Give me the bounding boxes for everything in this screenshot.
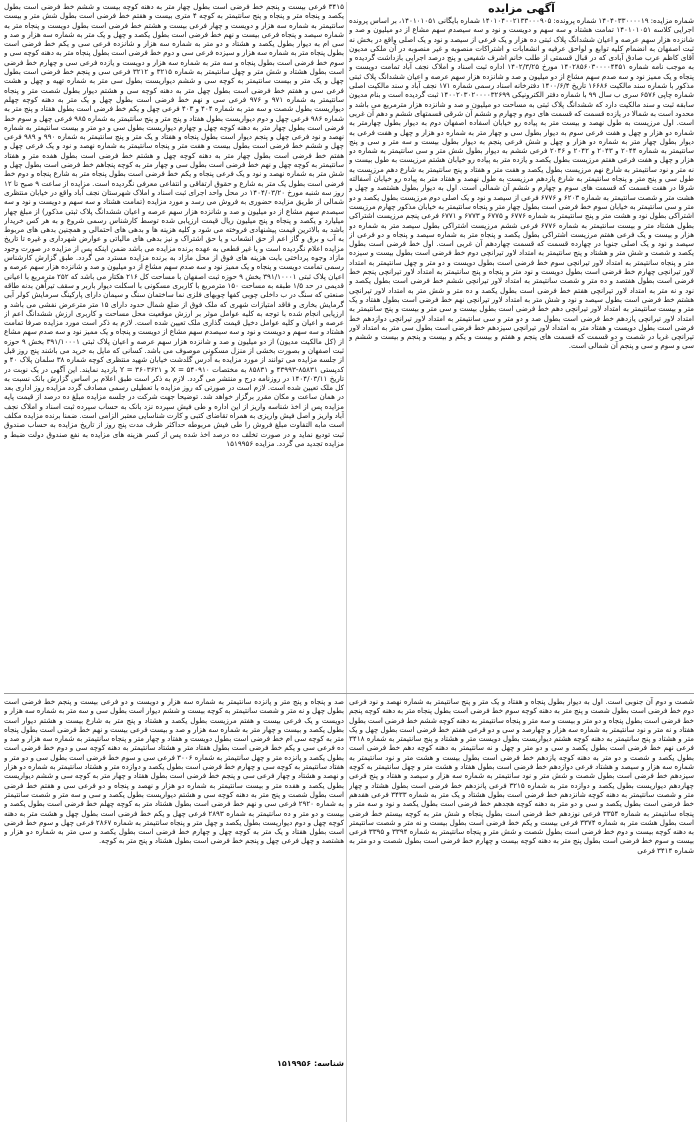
- column-divider-vertical: [346, 2, 347, 1122]
- notice-title: آگهی مزایده: [488, 2, 555, 15]
- notice-column-right-top: [349, 16, 694, 691]
- notice-column-left-bottom: [4, 697, 344, 1057]
- notice-paragraph: شماره مزایده: ۱۴۰۴۰۳۳۰۰۰۰۱۹ شماره پرونده: ۱۴۰۱۰۴۰۰۲۱۳۳۰۰۰۹۰۵ شماره بایگانی ۱۴۰۱۰۱۰۵۱، بر اساس پرونده اجرایی کلاسه ۱۴۰۱۰۱۰۵۱ تمامت هشتاد و سه سهم و دویست و نود و سه سیصدم سهم مشاع از دو میلیون و صد و شانزده هزار سهم عرصه و اعیان ششدانگ پلاک ثبتی ده هزار و یک فرعی از سیصد و نود و یک اصلی واقع در بخش نه ثبت اصفهان به انضمام کلیه توابع و لواحق عرفیه و انشعابات و اشتراکات منصوبه و غیر منصوبه در آن ملکی مدیون آقای کاظم عرب صادق آبادی که در قبال قسمتی از طلب خانم اشرف شفیعی و پنج درصد اجرایی بازداشت گردیده و به موجب نامه شماره ۱۴۰۲۸۵۶۰۳۰۰۰۰۴۴۵۱ مورخ ۱۴۰۲/۳/۲۵ اداره ثبت اسناد و املاک نجف آباد تمامت دویست و پنجاه و یک ممیز نود و سه صدم سهم مشاع از دو میلیون و صد و شانزده هزار سهم عرصه و اعیان ششدانگ پلاک ثبتی مذکور با شماره سند مالکیت ۱۶۶۸۶ تاریخ ۱۴۰۰/۶/۴ دفترخانه اسناد رسمی شماره ۱۷۱ نجف آباد و سند مالکیت اصلی شماره چاپی ۶۵۷۶ سری ب سال ۹۹ با شماره دفتر الکترونیکی ۱۴۰۰۲۰۳۰۲۰۰۰۰۳۲۶۹۹ ثبت گردیده است و بنام مدیون سابقه ثبت و سند مالکیت دارد که ششدانگ پلاک ثبتی به مساحت دو میلیون و صد و شانزده هزار مترمربع می باشد و محدود است به شمالا در یازده قسمت که قسمت های دوم و چهارم و ششم آن شرقی قسمتهای ششم و دهم آن غربی است. اول مرزیست به طول نهصد و بیست متر به پیاده رو خیابان اسفاده اصفهان دوم به دیوار بطول چهارمتر به شماره دو هزار و چهل و هفت فرعی سوم به دیوار بطول سی و چهار متر به شماره دو هزار و چهل و هفت فرعی به دیوار بطول چهار متر به شماره دو هزار و چهل و شش فرعی پنجم به دیوار بطول بیست و سه متر و سی و پنج سانتیمتر به شماره ۲۰۴۴ و ۲۰۴۳ و ۲۰۴۲ و ۲۰۴۶ فرعی ششم به دیوار بطول شش متر و سی سانتیمتر به شماره دو هزار و چهل و هفت فرعی هفتم مرزیست بطول یکصد و یازده متر به پیاده رو خیابان هشتم مرزیست به طول بیست و نه متر و نود سانتیمتر به شارع نهم مرزیست بطول یکصد و هفت متر و هفتاد و پنج سانتیمتر به شارع دهم مرزیست به طول سی و پنج متر و پنجاه سانتیمتر به شارع یازدهم مرزیست به طول نهصد و هفتاد متر به پیاده رو خیابان آسفالته شرقا در هفت قسمت که قسمت های سوم و چهارم و ششم آن شمالی است. اول به دیوار بطول هشتصد و چهل و هشت متر و شصت سانتیمتر به شماره ۶۲۰۳ و ۶۷۷۶ فرعی از سیصد و نود و یک اصلی دوم مرزیست بطول یکصد و دو متر و سی سانتیمتر به خیابان سوم خط فرضی است بطول چهار متر و پنجاه سانتیمتر به خیابان مذکور چهارم مرزیست اشتراکی بطول نود و هشت متر و پنج سانتیمتر به شماره ۶۷۷۶ و ۶۷۷۵ و ۶۷۷۳ و ۶۷۷۱ فرعی پنجم مرزیست اشتراکی بطول هشتاد متر و بیست سانتیمتر به شماره ۶۷۷۶ فرعی ششم مرزیست اشتراکی بطول سیصد متر به شماره دو هزار و بیست و یک فرعی هفتم مرزیست اشتراکی بطول یکصد و پنجاه متر به شماره سیصد و پنجاه و دو فرعی از سیصد و نود و یک اصلی جنوبا در چهارده قسمت که قسمت چهاردهم آن غربی است. اول خط فرضی است بطول یکصد و شصت و شش متر و هشتاد و پنج سانتیمتر به امتداد لاور تیرانچی دوم خط فرضی است بطول بیست و سیزده متر و پنجاه سانتیمتر به امتداد لاور تیرانچی سوم خط فرضی است بطول دویست و دو متر و چهل سانتیمتر به امتداد لاور تیرانچی چهارم خط فرضی است بطول دویست و نود متر و پنجاه و پنج سانتیمتر به امتداد لاور تیرانچی پنجم خط فرضی است بطول هفتصد و ده متر و شصت سانتیمتر به امتداد لاور تیرانچی ششم خط فرضی است بطول یکصد و نود و نه متر به امتداد لاور تیرانچی هفتم خط فرضی است بطول یکصد و ده متر و شش متر به امتداد لاور تیرانچی هشتم خط فرضی است بطول سیصد و نود و شش متر به امتداد لاور تیرانچی نهم خط فرضی است بطول هفتاد و یک متر و بیست سانتیمتر به امتداد لاور تیرانچی دهم خط فرضی است بطول بیست و سی متر و بیست و پنج سانتیمتر به امتداد لاور تیرانچی یازدهم خط فرضی است بطول صد و دو متر و سی سانتیمتر به امتداد لاور تیرانچی دوازدهم خط فرضی است بطول دویست و هفتاد متر به امتداد لاور تیرانچی سیزدهم خط فرضی است بطول سی متر به امتداد لاور تیرانچی غربا در شصت و دو قسمت که قسمت های پنجم و هفتم و بیست و یکم و بیست و پنجم و بیست و ششم و سی و سوم و سی و پنجم آن شمالی است.: [349, 16, 694, 351]
- notice-column-right-bottom: [349, 697, 694, 1122]
- tracking-id: شناسه: ۱۵۱۹۹۵۶: [276, 1059, 344, 1068]
- notice-paragraph: شصت و دوم آن جنوبی است. اول به دیوار بطول پنجاه و هفتاد و یک متر و پنج سانتیمتر به شماره نهصد و نود فرعی دوم خط فرضی است بطول شصت و پنج متر به دهنه کوچه سوم خط فرضی است بطول پنجاه متر به دهنه کوچه پنجم خط فرضی است بطول پنجاه و دو متر و بیست و سه متر و پنجاه سانتیمتر به دهنه کوچه ششم خط فرضی است بطول هفتاد و نه متر و نود سانتیمتر به شماره سه هزار و چهارصد و سی و دو فرعی هفتم خط فرضی است بطول چهل و یک متر و هشتاد و پنج سانتیمتر به دهنه کوچه هشتم دیواریست بطول دویست متر و هشتاد و پنج سانتیمتر به شماره ۳۴۱۸ فرعی نهم خط فرضی است بطول یکصد و سی و دو متر و چهل و نه سانتیمتر به دهنه کوچه دهم خط فرضی است بطول یکصد و شصت و دو متر به دهنه کوچه یازدهم خط فرضی است بطول بیست و هشت متر و نود سانتیمتر به شماره سه هزار و سیصد و هشتاد فرعی دوازدهم خط فرضی است بطول هفتاد و هشت متر و چهل سانتیمتر به کوچه سیزدهم خط فرضی است بطول شصت و شش متر و نود سانتیمتر به شماره سه هزار و سیصد و هفتاد و پنج فرعی چهاردهم دیواریست بطول یکصد و دوازده متر به شماره ۳۲۱۵ فرعی پانزدهم خط فرضی است بطول هشتاد و چهار متر و شصت سانتیمتر به دهنه کوچه شانزدهم خط فرضی است بطول هشتاد و یک متر به شماره ۳۴۳۳ فرعی هفدهم خط فرضی است بطول یکصد و سی و دو متر به دهنه کوچه هجدهم خط فرضی است بطول یکصد و نود و سه متر و پنجاه سانتیمتر به شماره ۳۳۵۴ فرعی نوزدهم خط فرضی است بطول پنجاه و شش متر به کوچه بیستم خط فرضی است بطول هشت متر به شماره ۳۳۷۴ فرعی بیست و یکم خط فرضی است بطول بیست و نه متر و شصت سانتیمتر به دهنه کوچه بیست و دوم خط فرضی است بطول شصت و شش متر و پنجاه سانتیمتر به شماره ۳۳۹۴ و ۳۳۹۵ فرعی بیست و سوم خط فرضی است بطول پنج متر به دهنه کوچه بیست و چهارم خط فرضی است بطول شصت و دو متر به شماره ۳۴۱۴ فرعی: [349, 697, 694, 855]
- notice-column-left-top: [4, 2, 344, 697]
- notice-page: [4, 2, 694, 1122]
- notice-paragraph: صد و پنجاه و پنج متر و پانزده سانتیمتر به شماره سه هزار و دویست و دو فرعی بیست و پنجم خط فرضی است بطول چهل و نه متر و شصت سانتیمتر به کوچه بیست و ششم دیوار است بطول سی و سه متر به شماره سه هزار و دویست و یک فرعی بیست و هفتم مرزیست بطول یکصد و هشتاد و پنج متر به شارع بیست و هشتم دیوار است بطول یکصد و بیست و چهار متر به شماره سه هزار و صد و بیست فرعی بیست و نهم خط فرضی است بطول پنجاه متر به کوچه سی ام خط فرضی است بطول دویست و هفتاد و چهار متر و پنجاه سانتیمتر به شماره سه هزار و صد و ده فرعی سی و یکم خط فرضی است بطول هفتاد متر و هشتاد سانتیمتر به دهنه کوچه سی و دوم خط فرضی است بطول یکصد و پانزده متر و چهل سانتیمتر به شماره ۳۰۰۶ فرعی سی و سوم خط فرضی است بطول سی و دو متر و هفتاد سانتیمتر به کوچه سی و چهارم خط فرضی است بطول یکصد و دوازده متر و هشتاد سانتیمتر به شماره دو هزار و نهصد و هشتاد و چهار فرعی سی و پنجم خط فرضی است بطول هفتاد و چهار متر به کوچه سی و ششم دیواریست بطول یکصد و هفده متر و بیست سانتیمتر به شماره دو هزار و نهصد و پنجاه و دو فرعی سی و هفتم خط فرضی است بطول شصت و پنج متر به دهنه کوچه سی و هشتم دیواریست بطول یکصد و سی و سه متر و شصت سانتیمتر به شماره ۲۹۲۰ فرعی سی و نهم خط فرضی است بطول هشتاد متر به کوچه چهلم خط فرضی است بطول یکصد و بیست و دو متر و ده سانتیمتر به شماره ۲۸۹۳ فرعی چهل و یکم خط فرضی است بطول چهل و هشت متر به دهنه کوچه چهل و دوم دیواریست بطول یکصد و چهل متر و پنجاه سانتیمتر به شماره ۲۸۶۷ فرعی چهل و سوم خط فرضی است بطول هفتاد و یک متر به کوچه چهل و چهارم خط فرضی است بطول یکصد و سی متر به شماره دو هزار و هشتصد و چهل فرعی چهل و پنجم خط فرضی است بطول هشتاد و پنج متر به کوچه.: [4, 697, 344, 846]
- notice-paragraph: ۳۴۱۵ فرعی بیست و پنجم خط فرضی است بطول چهار متر به دهنه کوچه بیست و ششم خط فرضی است بطول یکصد و پنجاه متر و پنجاه و پنج سانتیمتر به کوچه ۴ متری بیست و هفتم خط فرضی است بطول شش متر و بیست سانتیمتر به شماره سه هزار و دویست و چهار فرعی بیست و هشتم خط فرضی است بطول دویست و پنجاه متر به شماره سیصد و پنجاه فرعی بیست و نهم خط فرضی است بطول یکصد و چهل و یک متر به شماره سه هزار و صد و سی ام به دیوار بطول یکصد و هشتاد و دو متر به شماره سه هزار و شانزده فرعی سی و یکم خط فرضی است بطول پنجاه متر به شماره سه هزار و سیزده فرعی سی و دوم خط فرضی است بطول پنجاه متر به دهنه کوچه سی و سوم خط فرضی است بطول پنجاه و سه متر به شماره سه هزار و دویست و یازده فرعی سی و چهارم خط فرضی است بطول هشتاد و شش متر و چهل سانتیمتر به شماره ۳۲۱۵ و ۳۲۱۲ فرعی سی و پنجم خط فرضی است بطول چهل و یک متر و بیست سانتیمتر به کوچه سی و ششم دیواریست بطول سی متر به شماره تهیه و چهل و هشت فرعی سی و هفتم خط فرضی است بطول چهل متر به دهنه کوچه سی و هشتم دیوار بطول شصت متر و پنجاه سانتیمتر به شماره ۹۷۱ و ۹۷۶ فرعی سی و نهم خط فرضی است بطول چهل و یک متر به دهنه کوچه چهلم دیواریست بطول شصت و سه متر به شماره ۴۰۴ و ۴۰۳ فرعی چهل و یکم خط فرضی است بطول هفتاد و پنج متر به شماره ۹۸۶ فرعی چهل و دوم دیواریست بطول هفتاد و پنج متر و پنج سانتیمتر به شماره ۹۸۵ فرعی چهل و سوم خط فرضی است بطول چهار متر به دهنه کوچه چهل و چهارم دیواریست بطول سی و دو متر و بیست سانتیمتر به شماره نهصد و نود فرعی چهل و پنجم دیوار است بطول پنجاه و هفتاد و یک متر و پنج سانتیمتر به شماره ۹۹۰ و ۹۸۹ فرعی چهل و ششم خط فرضی است بطول بیست و هفت متر و پنجاه سانتیمتر به شماره نهصد و نود و یک فرعی چهل و هفتم خط فرضی است بطول چهار متر به دهنه کوچه چهل و هشتم خط فرضی است بطول هفده متر و هفتاد سانتیمتر به کوچه چهل و نهم خط فرضی است بطول سی و چهار متر به کوچه پنجاهم خط فرضی است بطول چهل و شش متر به شماره نهصد و نود و یک فرعی پنجاه و یکم خط فرضی است بطول پنجاه متر به شارع پنجاه و دوم خط فرضی است بطول یک متر به شارع و حقوق ارتفاقی و انتفاعی معرفی نگردیده است. مزایده از ساعت ۹ صبح تا ۱۲ روز سه شنبه مورخ ۱۴۰۴/۰۳/۲۰ در محل واحد اجرای ثبت اسناد و املاک شهرستان نجف آباد واقع در خیابان منتظری شمالی از طریق مزایده حضوری به فروش می رسد و مورد مزایده (تمامت هشتاد و سه سهم و دویست و نود و سه سیصدم سهم مشاع از دو میلیون و صد و شانزده هزار سهم عرصه و اعیان ششدانگ پلاک ثبتی مذکور) از مبلغ چهار میلیارد و یکصد و پنجاه و پنج میلیون ریال قیمت ارزیابی شده توسط کارشناس رسمی شروع و به هر کس خریدار باشد به بالاترین قیمت پیشنهادی فروخته می شود و کلیه هزینه ها و بدهی های احتمالی و همچنین بدهی های مربوط به آب و برق و گاز اعم از حق انشعاب و یا حق اشتراک و نیز بدهی های مالیاتی و عوارض شهرداری و غیره تا تاریخ مزایده اعلام نگردیده است و یا غیر قطعی به عهده برنده مزایده می باشد ضمن اینکه پس از مزایده در صورت وجود مازاد وجوه پرداختی بابت هزینه های فوق از محل مازاد به برنده مزایده مسترد می گردد. طبق گزارش کارشناس رسمی تمامت دویست و پنجاه و یک ممیز نود و سه صدم سهم مشاع از دو میلیون و صد و شانزده هزار سهم عرصه و اعیان پلاک ثبتی ۳۹۱/۱۰۰۰۱ بخش ۹ حوزه ثبت اصفهان با مساحت کل ۲۱۶ هکتار می باشد که ۲۵۲ مترمربع با اعیانی قدیمی در حد ۱/۵ طبقه به مساحت ۱۵۰ مترمربع با کاربری مسکونی با اسکلت دیوار باربر و سقف تیرآهن بدنه طاقه صنعتی که سنگ در ب داخلی چوبی کفها چوبهای فلزی نما ساختمان سنگ و سیمان دارای پارکینگ سرمایش کولر آبی گرمایش بخاری و فاقد امتیازات شهری که ملک فوق از ضلع شمال حدود دارای ۱۵ متر مترعرض نفشی می باشد و ارزیابی انجام شده با توجه به کلیه عوامل موثر بر ارزش موقعیت محل مساحت و کاربری ارزش ششدانگ اعم از عرصه و اعیان و کلیه عوامل دخیل قیمت گذاری ملک تعیین شده است. لازم به ذکر است مورد مزایده صرفا تمامت هشتاد و سه سهم و دویست و نود و سه سیصدم سهم مشاع از دویست و پنجاه و یک ممیز نود و سه صدم سهم مشاع از (کل مالکیت مدیون) از دو میلیون و صد و شانزده هزار سهم عرصه و اعیان پلاک ثبتی ۳۹۱/۱۰۰۰۱ بخش ۹ حوزه ثبت اصفهان و بصورت بخشی از منزل مسکونی موصوف می باشد. کسانی که مایل به خرید می باشند پنج روز قبل از جلسه مزایده می توانند از مورد مزایده به آدرس گلدشت خیابان شهید منتظری کوچه شماره ۳۸ سلمان پلاک ۴۰ و کدپستی ۸۵۸۳۱-۴۳۹۹۳ و ۸۵۸۳۱ به مختصات ۵۴۰۹۱۰ = X و ۳۶۰۳۶۲۱ = Y بازدید نمایند. این آگهی در یک نوبت در تاریخ ۱۴۰۴/۰۳/۱۱ در روزنامه درج و منتشر می گردد. لازم به ذکر است طبق اعلام بر اساس گزارش بانک نسبت به کل ملک تعیین شده است. لازم است در صورتی که روز مزایده با تعطیلی رسمی مصادف گردد مزایده روز اداری بعد در همان ساعت و مکان مقرر برگزار خواهد شد. توضیحا جهت شرکت در جلسه مزایده مبلغ ده درصد از قیمت پایه مزایده پس از اخذ شناسه واریز از این اداره و طی فیش سپرده نزد بانک به حساب سپرده ثبت اسناد و املاک نجف آباد واریز و اصل فیش واریزی به همراه تقاضای کتبی و کارت شناسایی معتبر الزامی است. ضمنا برنده مزایده مکلف است مابه التفاوت مبلغ فروش را طی فیش مربوطه حداکثر ظرف مدت پنج روز از تاریخ مزایده به حساب صندوق ثبت تودیع نماید و در صورت تخلف ده درصد اخذ شده پس از کسر هزینه های مزایده به نفع صندوق دولت ضبط و مزایده تجدید می گردد. مزایده ۱۵۱۹۹۵۶: [4, 2, 344, 448]
